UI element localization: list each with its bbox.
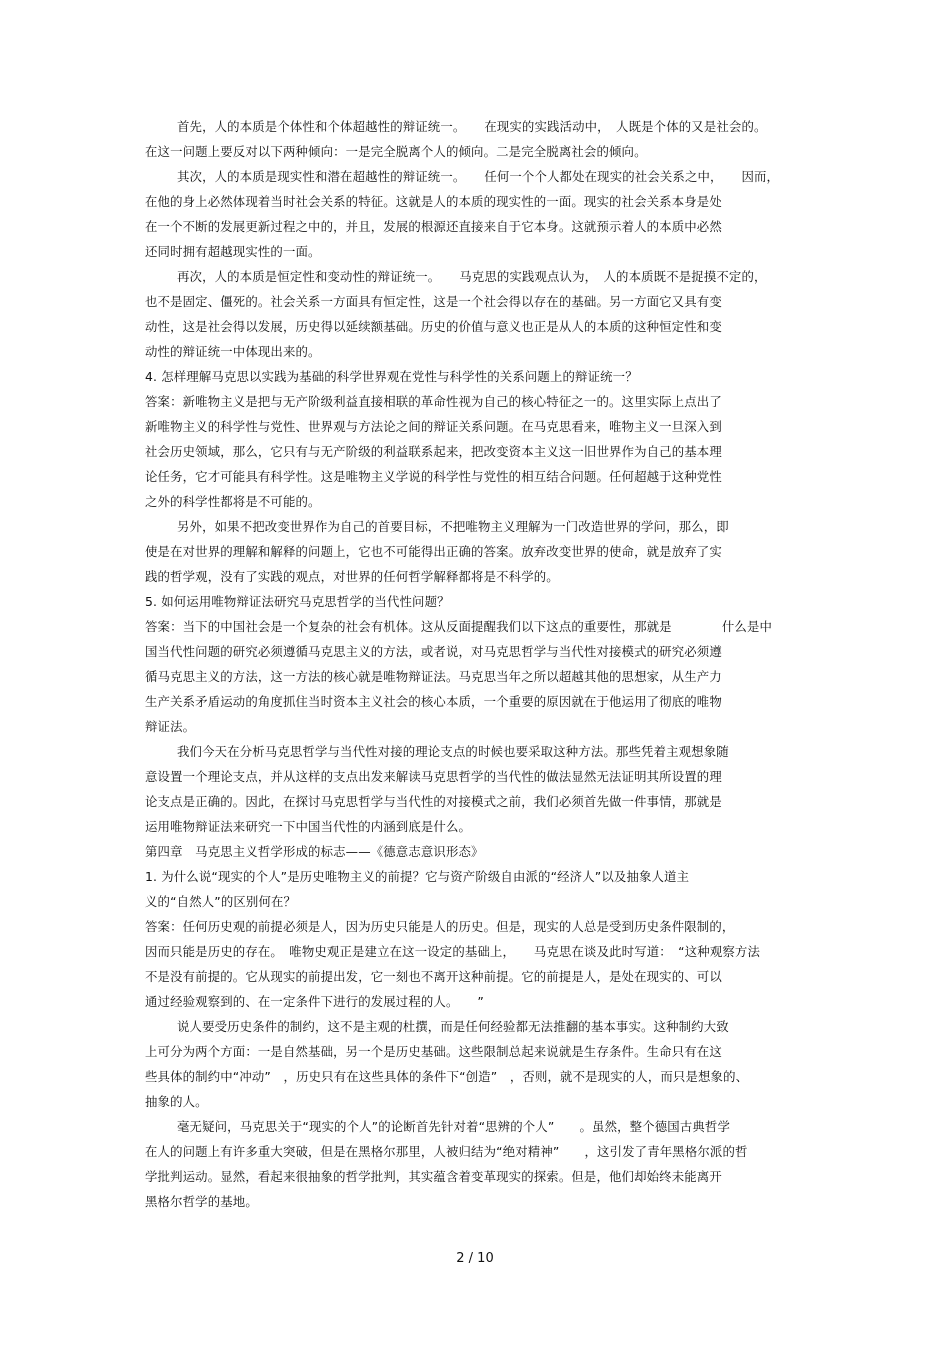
text-line: 再次，人的本质是恒定性和变动性的辩证统一。 马克思的实践观点认为， 人的本质既不是捉摸不定的， [177, 269, 767, 284]
text-line: 答案：新唯物主义是把与无产阶级利益直接相联的革命性视为自己的核心特征之一的。这里实际上点出了 [145, 394, 722, 409]
text-line: 些具体的制约中“冲动” ，历史只有在这些具体的条件下“创造” ，否则，就不是现实的人，而只是想象的、 [145, 1069, 749, 1084]
text-line: 黑格尔哲学的基地。 [145, 1194, 258, 1209]
question-heading: 4. 怎样理解马克思以实践为基础的科学世界观在党性与科学性的关系问题上的辩证统一？ [145, 369, 638, 384]
text-line: 意设置一个理论支点，并从这样的支点出发来解读马克思哲学的当代性的做法显然无法证明其所设置的理 [145, 769, 722, 784]
text-line: 也不是固定、僵死的。社会关系一方面具有恒定性，这是一个社会得以存在的基础。另一方面它又具有变 [145, 294, 722, 309]
text-line: 在他的身上必然体现着当时社会关系的特征。这就是人的本质的现实性的一面。现实的社会关系本身是处 [145, 194, 722, 209]
text-line: 我们今天在分析马克思哲学与当代性对接的理论支点的时候也要采取这种方法。那些凭着主观想象随 [177, 744, 729, 759]
text-line: 学批判运动。显然，看起来很抽象的哲学批判，其实蕴含着变革现实的探索。但是，他们却始终未能离开 [145, 1169, 722, 1184]
text-line: 答案：当下的中国社会是一个复杂的社会有机体。这从反面提醒我们以下这点的重要性，那就是 什么是中 [145, 619, 773, 634]
text-line: 不是没有前提的。它从现实的前提出发，它一刻也不离开这种前提。它的前提是人，是处在现实的、可以 [145, 969, 722, 984]
text-line: 说人要受历史条件的制约，这不是主观的杜撰，而是任何经验都无法推翻的基本事实。这种制约大致 [177, 1019, 729, 1034]
text-line: 在这一问题上要反对以下两种倾向：一是完全脱离个人的倾向。二是完全脱离社会的倾向。 [145, 144, 647, 159]
question-heading: 5. 如何运用唯物辩证法研究马克思哲学的当代性问题？ [145, 594, 450, 609]
text-line: 辩证法。 [145, 719, 196, 734]
text-line: 上可分为两个方面：一是自然基础，另一个是历史基础。这些限制总起来说就是生存条件。生命只有在这 [145, 1044, 722, 1059]
text-line: 毫无疑问，马克思关于“现实的个人”的论断首先针对着“思辨的个人” 。虽然，整个德国古典哲学 [177, 1119, 730, 1134]
text-line: 国当代性问题的研究必须遵循马克思主义的方法，或者说，对马克思哲学与当代性对接模式的研究必须遵 [145, 644, 722, 659]
question-heading: 1. 为什么说“现实的个人”是历史唯物主义的前提？它与资产阶级自由派的“经济人”以及抽象人道主 [145, 869, 690, 884]
text-line: 社会历史领域，那么，它只有与无产阶级的利益联系起来，把改变资本主义这一旧世界作为自己的基本理 [145, 444, 722, 459]
text-line: 使是在对世界的理解和解释的问题上，它也不可能得出正确的答案。放弃改变世界的使命，就是放弃了实 [145, 544, 722, 559]
text-line: 答案：任何历史观的前提必须是人，因为历史只能是人的历史。但是，现实的人总是受到历史条件限制的， [145, 919, 735, 934]
text-line: 因而只能是历史的存在。 唯物史观正是建立在这一设定的基础上， 马克思在谈及此时写道： “这种观察方法 [145, 944, 760, 959]
text-line: 义的“自然人”的区别何在？ [145, 894, 297, 909]
text-line: 动性，这是社会得以发展，历史得以延续额基础。历史的价值与意义也正是从人的本质的这种恒定性和变 [145, 319, 722, 334]
text-line: 其次，人的本质是现实性和潜在超越性的辩证统一。 任何一个个人都处在现实的社会关系之中， 因而， [177, 169, 780, 184]
text-line: 通过经验观察到的、在一定条件下进行的发展过程的人。 ” [145, 994, 484, 1009]
text-line: 还同时拥有超越现实性的一面。 [145, 244, 321, 259]
text-line: 论支点是正确的。因此，在探讨马克思哲学与当代性的对接模式之前，我们必须首先做一件事情，那就是 [145, 794, 722, 809]
text-line: 抽象的人。 [145, 1094, 208, 1109]
text-line: 新唯物主义的科学性与党性、世界观与方法论之间的辩证关系问题。在马克思看来，唯物主义一旦深入到 [145, 419, 722, 434]
text-line: 首先，人的本质是个体性和个体超越性的辩证统一。 在现实的实践活动中， 人既是个体的又是社会的。 [177, 119, 767, 134]
text-line: 论任务，它才可能具有科学性。这是唯物主义学说的科学性与党性的相互结合问题。任何超越于这种党性 [145, 469, 722, 484]
text-line: 在人的问题上有许多重大突破，但是在黑格尔那里，人被归结为“绝对精神” ，这引发了青年黑格尔派的哲 [145, 1144, 748, 1159]
text-line: 践的哲学观，没有了实践的观点，对世界的任何哲学解释都将是不科学的。 [145, 569, 559, 584]
page-number: 2 / 10 [456, 1251, 494, 1266]
text-line: 运用唯物辩证法来研究一下中国当代性的内涵到底是什么。 [145, 819, 472, 834]
text-line: 之外的科学性都将是不可能的。 [145, 494, 321, 509]
text-line: 在一个不断的发展更新过程之中的，并且，发展的根源还直接来自于它本身。这就预示着人的本质中必然 [145, 219, 722, 234]
chapter-heading: 第四章 马克思主义哲学形成的标志——《德意志意识形态》 [145, 844, 484, 859]
text-line: 动性的辩证统一中体现出来的。 [145, 344, 321, 359]
text-line: 另外，如果不把改变世界作为自己的首要目标，不把唯物主义理解为一门改造世界的学问，那么，即 [177, 519, 729, 534]
text-line: 循马克思主义的方法，这一方法的核心就是唯物辩证法。马克思当年之所以超越其他的思想家，从生产力 [145, 669, 722, 684]
text-line: 生产关系矛盾运动的角度抓住当时资本主义社会的核心本质，一个重要的原因就在于他运用了彻底的唯物 [145, 694, 722, 709]
